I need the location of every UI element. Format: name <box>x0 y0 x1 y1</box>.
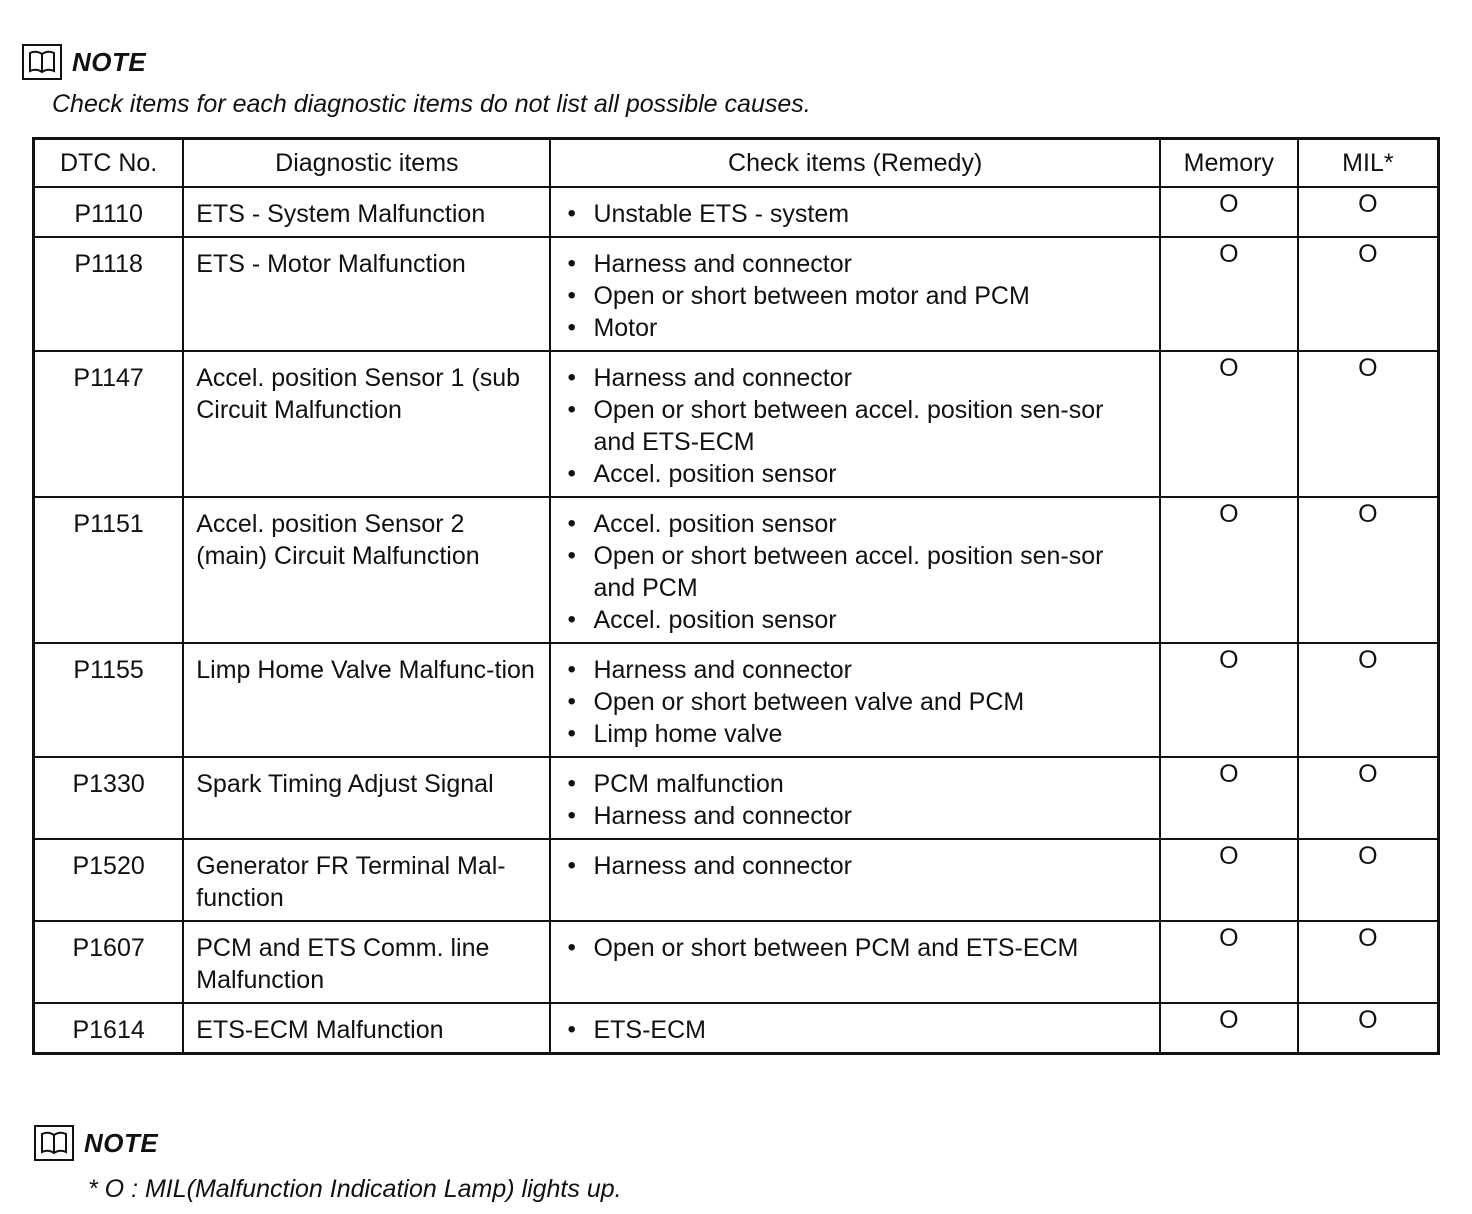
table-row <box>34 839 1439 921</box>
mil-mark: O <box>1298 1003 1439 1054</box>
check-item: • PCM malfunction <box>563 768 1150 800</box>
dtc-code: P1614 <box>34 1003 184 1054</box>
header-mil: MIL* <box>1298 139 1439 187</box>
mil-mark: O <box>1298 921 1439 1003</box>
diagnostic-item: Accel. position Sensor 1 (sub Circuit Malfunction <box>183 351 550 497</box>
check-items <box>550 351 1159 497</box>
check-item: • Open or short between PCM and ETS-ECM <box>563 932 1150 964</box>
mil-mark: O <box>1298 351 1439 497</box>
header-memory: Memory <box>1160 139 1298 187</box>
check-items <box>550 757 1159 839</box>
check-item: • Harness and connector <box>563 654 1150 686</box>
diagnostic-item: Spark Timing Adjust Signal <box>183 757 550 839</box>
check-item: • Unstable ETS - system <box>563 198 1150 230</box>
note-label: NOTE <box>72 46 147 77</box>
memory-mark: O <box>1160 351 1298 497</box>
memory-mark: O <box>1160 497 1298 643</box>
table-row <box>34 1003 1439 1054</box>
memory-mark: O <box>1160 643 1298 757</box>
check-items <box>550 643 1159 757</box>
dtc-code: P1118 <box>34 237 184 351</box>
mil-mark: O <box>1298 839 1439 921</box>
table-row <box>34 757 1439 839</box>
dtc-code: P1520 <box>34 839 184 921</box>
check-items <box>550 921 1159 1003</box>
note-heading-top <box>22 44 146 80</box>
note-heading-bottom <box>34 1125 158 1161</box>
dtc-code: P1330 <box>34 757 184 839</box>
check-item: • Harness and connector <box>563 248 1150 280</box>
check-item: • Open or short between accel. position sen-sor and ETS-ECM <box>563 394 1150 458</box>
mil-mark: O <box>1298 497 1439 643</box>
check-item: • Accel. position sensor <box>563 458 1150 490</box>
note-label: NOTE <box>84 1127 159 1158</box>
memory-mark: O <box>1160 921 1298 1003</box>
memory-mark: O <box>1160 1003 1298 1054</box>
mil-mark: O <box>1298 643 1439 757</box>
dtc-code: P1607 <box>34 921 184 1003</box>
note-text: Check items for each diagnostic items do not list all possible causes. <box>52 90 811 118</box>
book-icon <box>22 44 62 80</box>
diagnostic-item: Generator FR Terminal Mal-function <box>183 839 550 921</box>
mil-mark: O <box>1298 757 1439 839</box>
memory-mark: O <box>1160 237 1298 351</box>
check-item: • Accel. position sensor <box>563 508 1150 540</box>
memory-mark: O <box>1160 839 1298 921</box>
table-row <box>34 921 1439 1003</box>
dtc-code: P1147 <box>34 351 184 497</box>
diagnostic-item: Accel. position Sensor 2 (main) Circuit Malfunction <box>183 497 550 643</box>
diagnostic-item: ETS - Motor Malfunction <box>183 237 550 351</box>
check-item: • Harness and connector <box>563 850 1150 882</box>
table-header-row <box>34 139 1439 187</box>
check-items <box>550 839 1159 921</box>
header-check: Check items (Remedy) <box>550 139 1159 187</box>
check-item: • Harness and connector <box>563 362 1150 394</box>
header-diagnostic: Diagnostic items <box>183 139 550 187</box>
dtc-code: P1155 <box>34 643 184 757</box>
dtc-code: P1151 <box>34 497 184 643</box>
check-item: • Motor <box>563 312 1150 344</box>
check-item: • ETS-ECM <box>563 1014 1150 1046</box>
check-items <box>550 497 1159 643</box>
table-row <box>34 351 1439 497</box>
table-row <box>34 643 1439 757</box>
check-items <box>550 1003 1159 1054</box>
dtc-code: P1110 <box>34 187 184 237</box>
check-item: • Harness and connector <box>563 800 1150 832</box>
table-row <box>34 237 1439 351</box>
mil-mark: O <box>1298 237 1439 351</box>
note-text: * O : MIL(Malfunction Indication Lamp) lights up. <box>88 1175 622 1203</box>
diagnostic-item: Limp Home Valve Malfunc-tion <box>183 643 550 757</box>
check-item: • Open or short between valve and PCM <box>563 686 1150 718</box>
table-row <box>34 497 1439 643</box>
book-icon <box>34 1125 74 1161</box>
memory-mark: O <box>1160 757 1298 839</box>
diagnostic-item: ETS-ECM Malfunction <box>183 1003 550 1054</box>
table-row <box>34 187 1439 237</box>
diagnostic-item: ETS - System Malfunction <box>183 187 550 237</box>
mil-mark: O <box>1298 187 1439 237</box>
memory-mark: O <box>1160 187 1298 237</box>
check-item: • Limp home valve <box>563 718 1150 750</box>
header-dtc: DTC No. <box>34 139 184 187</box>
check-item: • Open or short between accel. position sen-sor and PCM <box>563 540 1150 604</box>
check-item: • Open or short between motor and PCM <box>563 280 1150 312</box>
dtc-table <box>32 137 1440 1055</box>
check-item: • Accel. position sensor <box>563 604 1150 636</box>
diagnostic-item: PCM and ETS Comm. line Malfunction <box>183 921 550 1003</box>
check-items <box>550 237 1159 351</box>
check-items <box>550 187 1159 237</box>
